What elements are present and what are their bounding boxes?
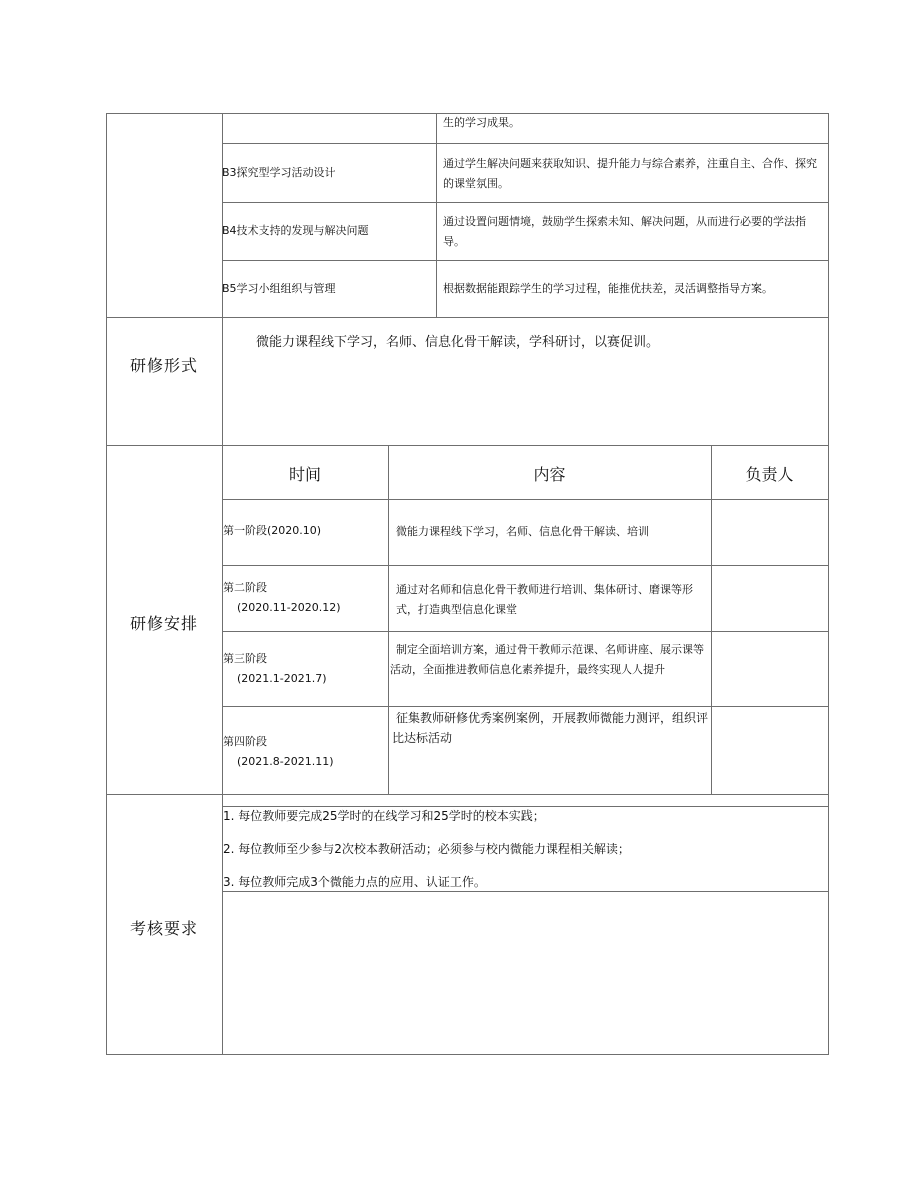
schedule-stage-2 <box>223 578 387 618</box>
schedule-header-content: 内容 <box>533 465 566 484</box>
assessment-item-3: 3. 每位教师完成3个微能力点的应用、认证工作。 <box>223 875 486 889</box>
stage-label: 第一阶段 <box>223 524 267 537</box>
schedule-title: 研修安排 <box>129 614 198 633</box>
competency-desc-1: 生的学习成果。 <box>443 116 520 129</box>
stage-label: 第二阶段 <box>223 581 267 594</box>
competency-desc-b3: 通过学生解决问题来获取知识、提升能力与综合素养，注重自主、合作、探究的课堂氛围。 <box>443 157 817 190</box>
stage-label: 第四阶段 <box>223 735 267 748</box>
competency-desc-b4: 通过设置问题情境，鼓励学生探索未知、解决问题，从而进行必要的学法指导。 <box>443 215 806 248</box>
stage-period: (2020.11-2020.12) <box>237 601 341 614</box>
schedule-stage-1 <box>223 521 387 541</box>
assessment-title: 考核要求 <box>129 919 198 938</box>
schedule-header-owner: 负责人 <box>745 465 794 484</box>
stage-period: (2021.8-2021.11) <box>237 755 334 768</box>
training-form-text: 微能力课程线下学习，名师、信息化骨干解读，学科研讨，以赛促训。 <box>256 335 660 350</box>
schedule-content-3: 制定全面培训方案，通过骨干教师示范课、名师讲座、展示课等活动，全面推进教师信息化素养提升，最终实现人人提升 <box>390 643 704 676</box>
stage-period: (2021.1-2021.7) <box>237 672 327 685</box>
schedule-content-2: 通过对名师和信息化骨干教师进行培训、集体研讨、磨课等形式，打造典型信息化课堂 <box>396 583 693 616</box>
stage-label: 第三阶段 <box>223 652 267 665</box>
schedule-content-1: 微能力课程线下学习，名师、信息化骨干解读、培训 <box>396 525 649 538</box>
schedule-content-4: 征集教师研修优秀案例案例，开展教师微能力测评，组织评比达标活动 <box>392 711 709 745</box>
competency-label-b3: B3探究型学习活动设计 <box>222 166 336 179</box>
assessment-item-1: 1. 每位教师要完成25学时的在线学习和25学时的校本实践； <box>223 809 545 823</box>
schedule-header-time: 时间 <box>288 465 321 484</box>
training-form-title: 研修形式 <box>129 356 198 375</box>
competency-desc-b5: 根据数据能跟踪学生的学习过程，能推优扶差，灵活调整指导方案。 <box>443 282 773 295</box>
stage-period: (2020.10) <box>267 524 322 537</box>
schedule-stage-3 <box>223 649 387 689</box>
competency-label-b5: B5学习小组组织与管理 <box>222 282 336 295</box>
competency-label-b4: B4技术支持的发现与解决问题 <box>222 224 369 237</box>
assessment-item-2: 2. 每位教师至少参与2次校本教研活动；必须参与校内微能力课程相关解读； <box>223 842 630 856</box>
schedule-stage-4 <box>223 732 387 772</box>
